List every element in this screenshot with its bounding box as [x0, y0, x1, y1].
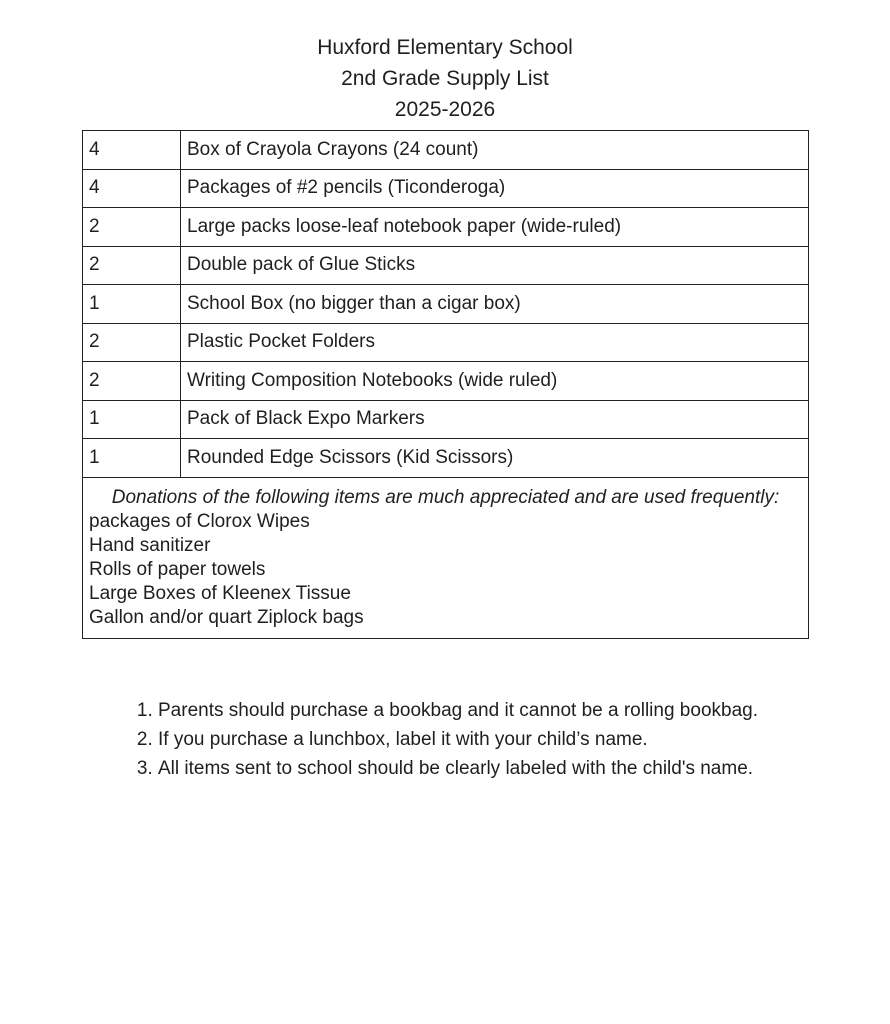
supply-row [83, 285, 809, 324]
supply-quantity: 4 [83, 169, 181, 208]
document-header [0, 32, 890, 125]
donations-row [83, 477, 809, 638]
donations-cell [83, 477, 809, 638]
supply-row [83, 131, 809, 170]
donation-item: Hand sanitizer [89, 534, 211, 556]
supply-item: Plastic Pocket Folders [181, 323, 809, 362]
supply-row [83, 208, 809, 247]
supply-item: Box of Crayola Crayons (24 count) [181, 131, 809, 170]
supply-quantity: 2 [83, 208, 181, 247]
supply-item: School Box (no bigger than a cigar box) [181, 285, 809, 324]
school-year: 2025-2026 [394, 98, 496, 121]
supply-item: Packages of #2 pencils (Ticonderoga) [181, 169, 809, 208]
supply-item: Writing Composition Notebooks (wide ruled) [181, 362, 809, 401]
supply-row [83, 246, 809, 285]
supply-item: Large packs loose-leaf notebook paper (wide-ruled) [181, 208, 809, 247]
supply-quantity: 4 [83, 131, 181, 170]
notes-list [128, 696, 778, 783]
supply-quantity: 1 [83, 439, 181, 478]
supply-table [82, 130, 809, 639]
donations-intro: Donations of the following items are much appreciated and are used frequently: [111, 486, 780, 508]
supply-row [83, 439, 809, 478]
donation-item: Large Boxes of Kleenex Tissue [89, 582, 351, 604]
supply-item: Double pack of Glue Sticks [181, 246, 809, 285]
note-item: 3. All items sent to school should be clearly labeled with the child's name. [158, 754, 778, 783]
donation-item: Rolls of paper towels [89, 558, 266, 580]
donation-item: Gallon and/or quart Ziplock bags [89, 606, 364, 628]
supply-item: Pack of Black Expo Markers [181, 400, 809, 439]
school-name: Huxford Elementary School [317, 36, 573, 59]
note-item: 2. If you purchase a lunchbox, label it with your child’s name. [158, 725, 778, 754]
supply-row [83, 362, 809, 401]
note-item: 1. Parents should purchase a bookbag and it cannot be a rolling bookbag. [158, 696, 778, 725]
supply-quantity: 2 [83, 362, 181, 401]
donation-item: packages of Clorox Wipes [89, 510, 310, 532]
supply-row [83, 400, 809, 439]
supply-item: Rounded Edge Scissors (Kid Scissors) [181, 439, 809, 478]
supply-quantity: 2 [83, 323, 181, 362]
supply-row [83, 169, 809, 208]
supply-quantity: 1 [83, 400, 181, 439]
supply-row [83, 323, 809, 362]
list-title: 2nd Grade Supply List [341, 67, 549, 90]
supply-quantity: 1 [83, 285, 181, 324]
supply-quantity: 2 [83, 246, 181, 285]
